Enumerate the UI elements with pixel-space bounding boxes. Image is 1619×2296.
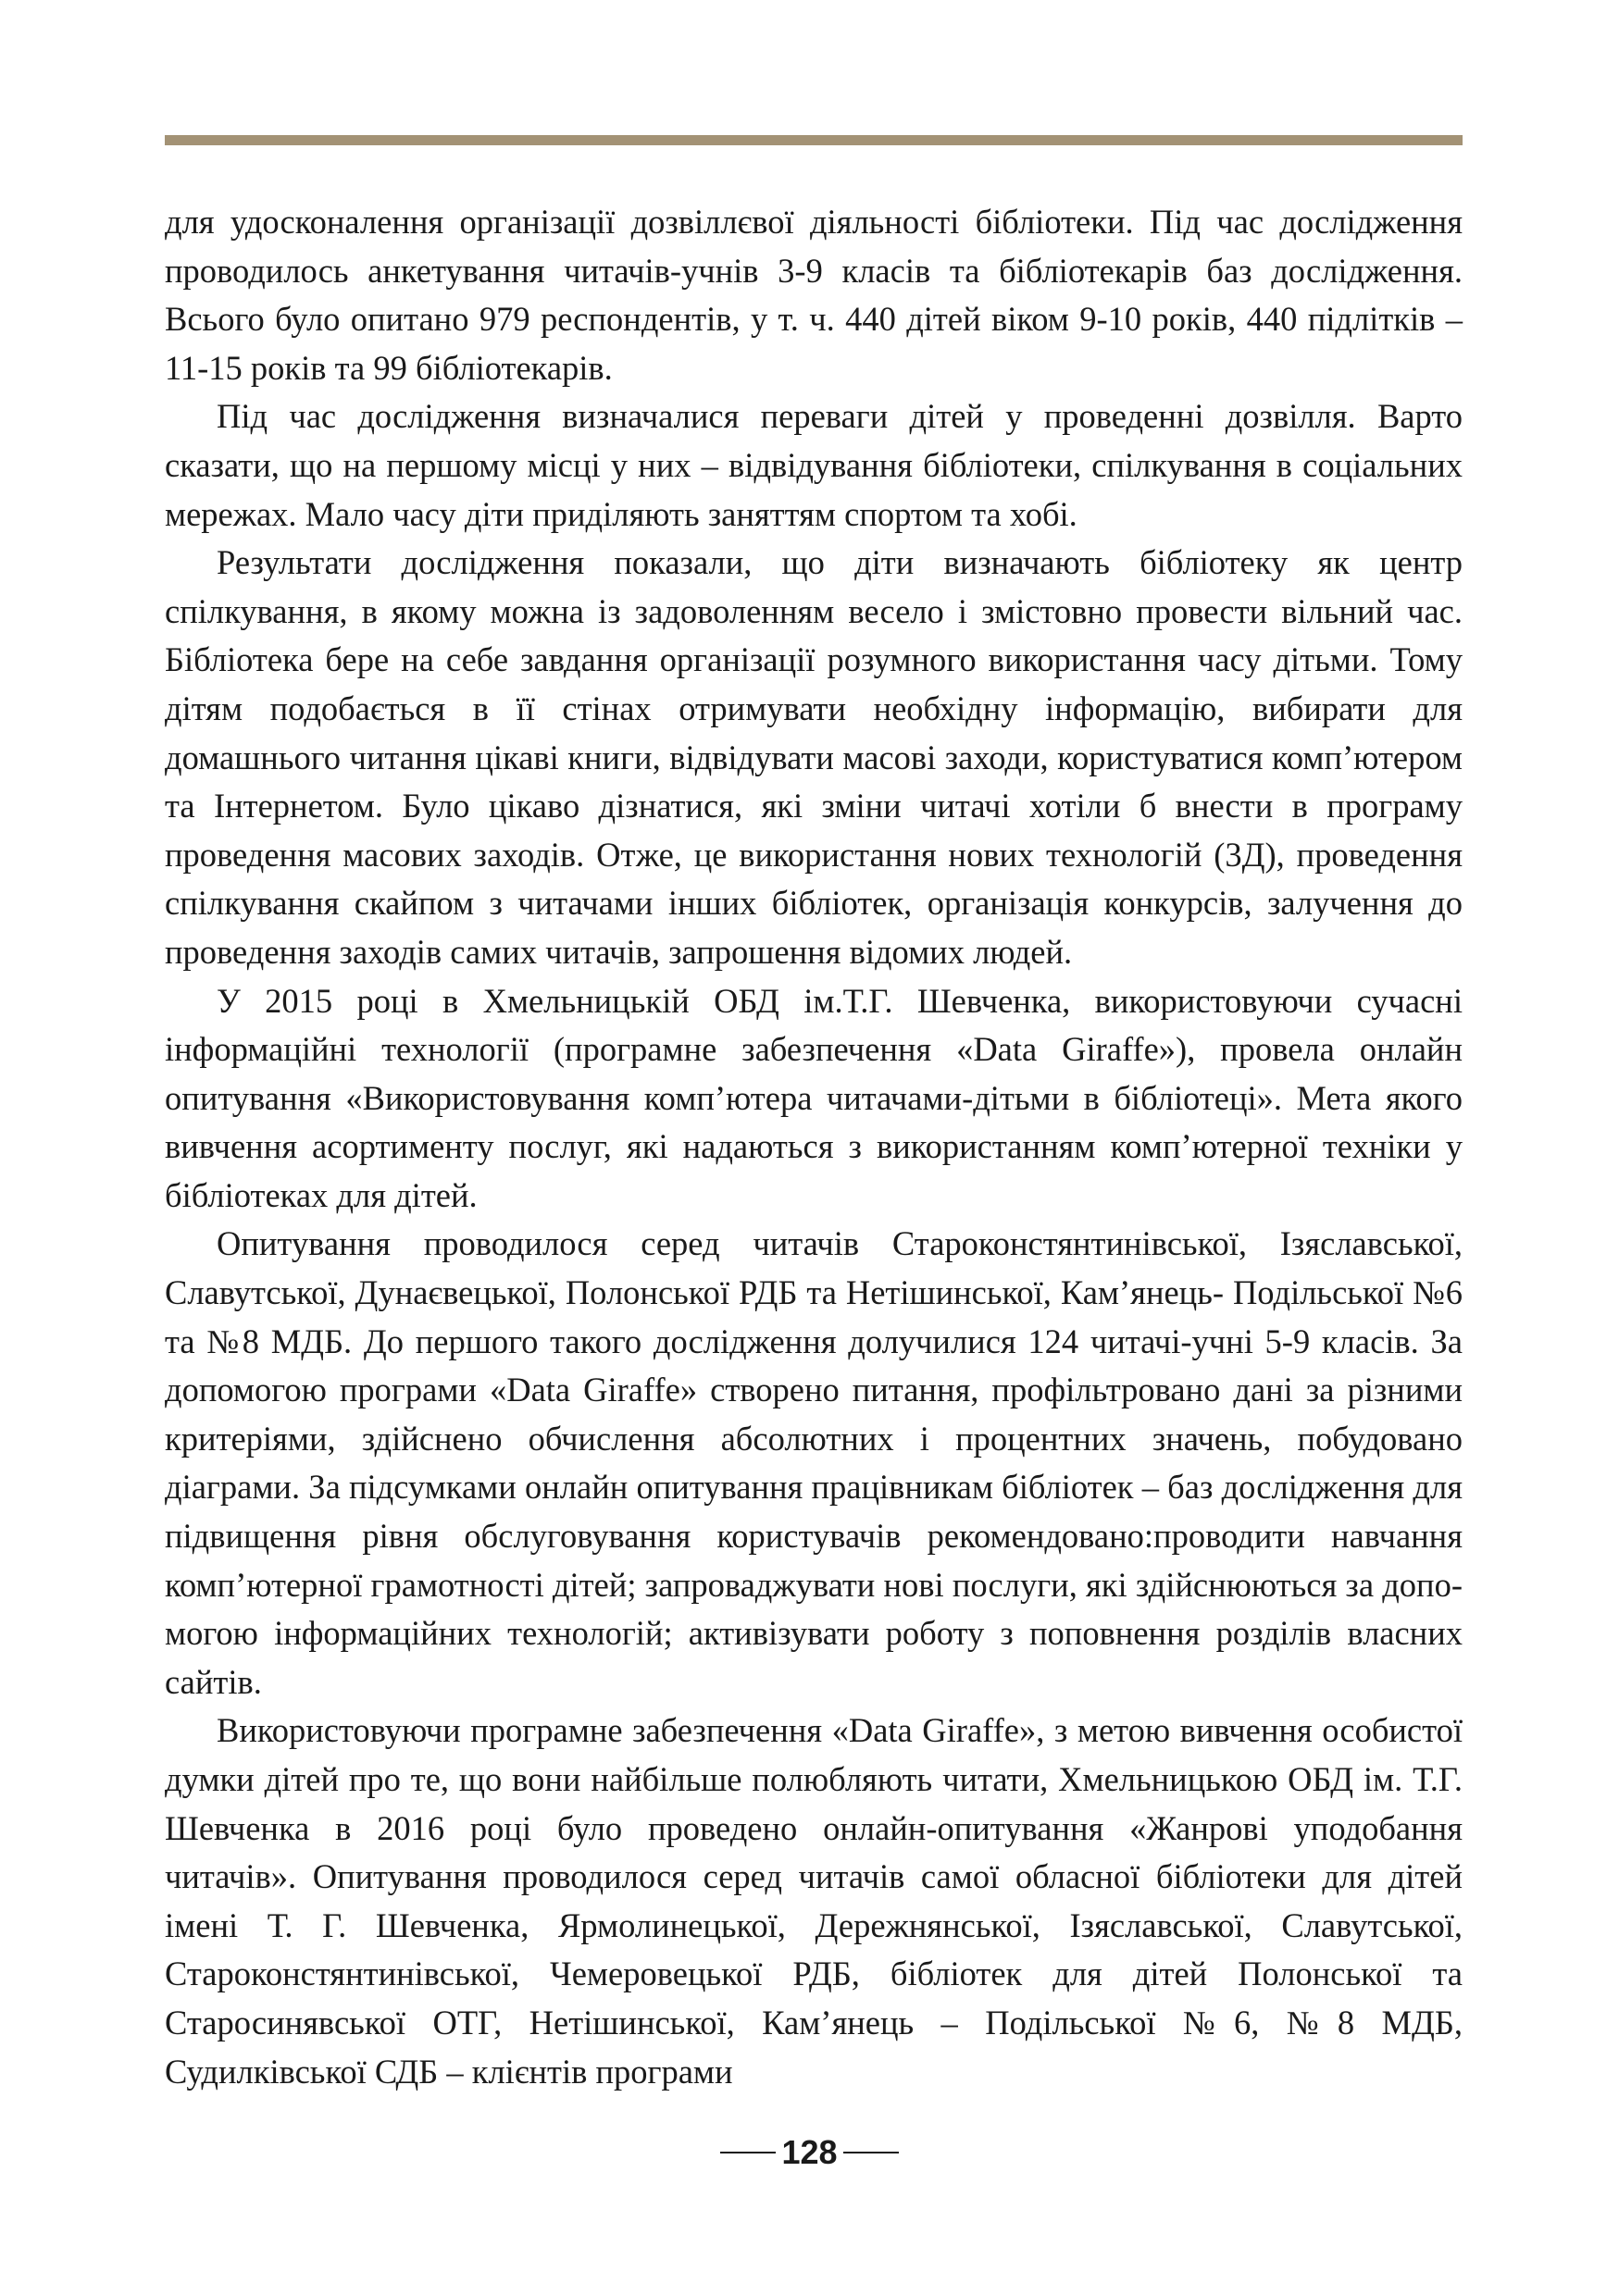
folio-rule-left: [720, 2152, 776, 2153]
page-footer: [0, 2134, 1619, 2171]
paragraph-4: У 2015 році в Хмельницькій ОБД ім.Т.Г. Шевченка, використовуючи сучасні інформаційні технології (програмне забезпечення «Data Giraffe»), провела онлайн опитування «Використовування комп’ютера читачами-дітьми в бібліотеці». Мета якого вивчення асортименту послуг, які надаються з використанням комп’ютерної техніки у бібліотеках для дітей.: [165, 981, 1463, 1214]
header-rule: [165, 135, 1463, 145]
paragraph-1: для удосконалення організації дозвіллєвої діяльності бібліотеки. Під час дослідження проводилось анкетування читачів-учнів 3-9 класів та бібліотекарів баз дослідження. Всього було опитано 979 респондентів, у т. ч. 440 дітей віком 9-10 років, 440 підлітків – 11-15 років та 99 бібліотекарів.: [165, 203, 1463, 387]
folio-rule-right: [843, 2152, 899, 2153]
page-number: 128: [781, 2133, 838, 2171]
paragraph-2: Під час дослідження визначалися переваги дітей у проведенні дозвілля. Варто сказати, що на першому місці у них – відвідування бібліотеки, спілкування в соціальних мережах. Мало часу діти приділяють заняттям спортом та хобі.: [165, 397, 1463, 533]
paragraph-6: Використовуючи програмне забезпечення «Data Giraffe», з метою вивчення особистої думки дітей про те, що вони найбільше полюбляють читати, Хмельницькою ОБД ім. Т.Г. Шевченка в 2016 році було проведено онлайн-опитування «Жанрові уподобання читачів». Опитування проводилося серед читачів самої обласної бібліотеки для дітей імені Т. Г. Шевченка, Ярмолинецької, Дережнянської, Ізяславської, Славутської, Староконстянтинівської, Чемеровецької РДБ, бібліотек для дітей Полонської та Старосинявської ОТГ, Нетішинської, Кам’янець – Подільської №6, №8 МДБ, Судилківської СДБ – клієнтів програми: [165, 1711, 1463, 2091]
body-text: [165, 198, 1463, 2096]
paragraph-5: Опитування проводилося серед читачів Староконстянтинівської, Ізяславської, Славутської, Дунаєвецької, Полонської РДБ та Нетішинської, Кам’янець- Подільської №6 та №8 МДБ. До першого такого дослідження долучилися 124 читачі-учні 5-9 класів. За допомогою програми «Data Giraffe» створено питання, профільтровано дані за різними критеріями, здійснено обчислення абсолютних і процентних значень, побудовано діаграми. За підсумками онлайн опитування працівникам бібліотек – баз дослідження для підвищення рівня обслуговування користувачів рекомендовано:проводити навчання комп’ютерної грамотності дітей; запроваджувати нові послуги, які здійснюються за допомогою інформаційних технологій; активізувати роботу з поповнення розділів власних сайтів.: [165, 1224, 1463, 1701]
paragraph-3: Результати дослідження показали, що діти визначають бібліотеку як центр спілкування, в якому можна із задоволенням весело і змістовно провести вільний час. Бібліотека бере на себе завдання організації розумного використання часу дітьми. Тому дітям подобається в її стінах отримувати необхідну інформацію, вибирати для домашнього читання цікаві книги, відвідувати масові заходи, користуватися комп’ютером та Інтернетом. Було цікаво дізнатися, які зміни читачі хотіли б внести в програму проведення масових заходів. Отже, це використання нових технологій (3Д), проведення спілкування скайпом з читачами інших бібліотек, організація конкурсів, залучення до проведення заходів самих читачів, запрошення відомих людей.: [165, 543, 1463, 971]
